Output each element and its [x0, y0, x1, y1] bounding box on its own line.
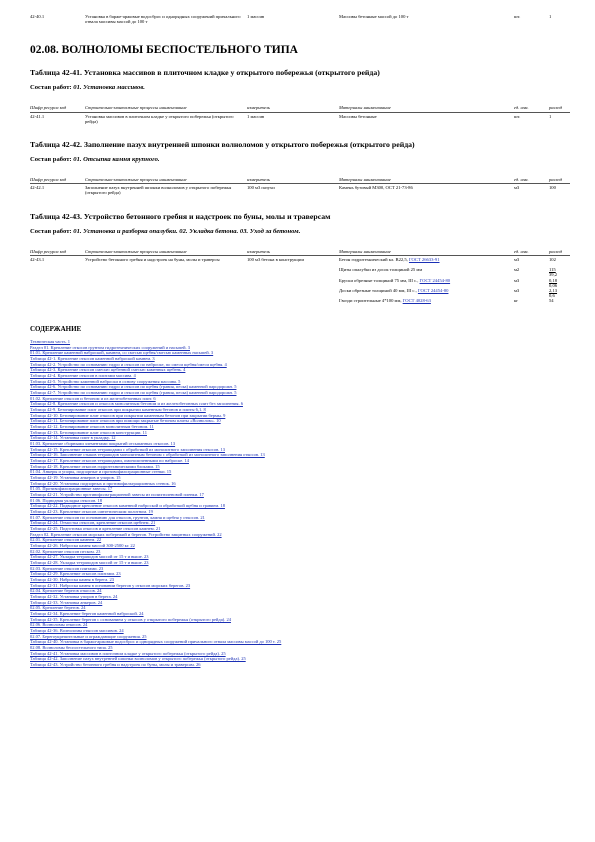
toc-link[interactable]: Таблица 42-24. Отмостка откосов, крепление откосов щебнем. 21 [30, 520, 156, 526]
toc-link[interactable]: Таблица 42-13. Бетонирование плит откосов конструкции. 11 [30, 429, 147, 435]
resource-table [30, 249, 570, 309]
toc-link[interactable]: Таблица 42-5. Устройство каменной наброски в основу сооружения массива. 5 [30, 378, 181, 384]
material-unit: кг [514, 298, 519, 304]
toc-link[interactable]: Таблица 42-30. Наброска камня в берега. 23 [30, 577, 115, 583]
cell-mat-qtys [549, 185, 570, 195]
toc-link[interactable]: 01.01. Крепление каменной наброской, камнем, со смесью щебня/смесью каменных насыпей. 3 [30, 350, 214, 356]
toc-link[interactable]: Таблица 42-27. Укладка тетраподов массой от 15 т и выше. 23 [30, 554, 149, 560]
cell-name: Устройство бетонного гребня и надстроек на буны, молы и траверсы [85, 256, 220, 262]
toc-link[interactable]: Таблица 42-15. Крепление откосов тетраподами с обработкой из монолитного заполнения откосов. 13 [30, 446, 225, 452]
material-qty-value: 1 [549, 113, 552, 119]
toc-link[interactable]: Таблица 42-43. Устройство бетонного гребня и надстроек по буны, молы и траверсам. 26 [30, 662, 201, 668]
composition-text: 01. Установка массивов. [73, 84, 145, 92]
table-title: Таблица 42-42. Заполнение пазух внутренней шпонки волноломов у открытого побережья (открытого рейда) [30, 140, 415, 150]
header-mat-unit: ед. изм. [514, 248, 529, 254]
toc-link[interactable]: Таблица 42-18. Крепление откосов гидротехническими блоками. 15 [30, 463, 160, 469]
header-divider [30, 112, 570, 113]
toc-link[interactable]: 02.07. Берегоукрепительные и ограждающие сооружения. 25 [30, 633, 147, 639]
cell-unit: 1 массив [247, 113, 265, 119]
toc-link[interactable]: Таблица 42-12. Бетонирование откосов монолитным бетоном. 11 [30, 423, 154, 429]
material-qty-value: 0,6 [549, 293, 555, 299]
toc-link[interactable]: 02.04. Крепление берегов откосов. 24 [30, 588, 102, 594]
cell-unit: 100 м3 пазухи [247, 185, 275, 191]
toc-link[interactable]: Таблица 42-10. Бетонирование плит откосов при покрытии каменным бетонов при закрытии бермы. 9 [30, 412, 226, 418]
toc-link[interactable]: 02.02. Крепление откосов песком. 23 [30, 548, 101, 554]
header-materials: Материалы наименование [339, 177, 391, 183]
toc-link[interactable]: Таблица 42-14. Установка плит в укладку. 12 [30, 435, 116, 441]
row-code: 42-40.1 [30, 14, 45, 19]
toc-link[interactable]: Таблица 42-4. Крепление откосов в плитами массива. 4 [30, 372, 136, 378]
material-name: Бетон гидротехнический кл. В22,5, ГОСТ 26633-91 [339, 256, 440, 262]
material-unit: м3 [514, 256, 520, 262]
toc-link[interactable]: Таблица 42-33. Установка анкеров. 24 [30, 599, 103, 605]
material-name: Бруски обрезные толщиной 75 мм, III с., ГОСТ 24454-80 [339, 277, 451, 283]
toc-link[interactable]: Раздел 01. Крепление откосов грунтом гидротехнических сооружений и насыпей. 3 [30, 344, 190, 350]
toc-link[interactable]: 01.04. Анкеры и упоры, подпорные и противофильтрационные стенки. 15 [30, 469, 172, 475]
toc-link[interactable]: Таблица 42-34. Крепление берегов каменной наброской. 24 [30, 611, 144, 617]
cell-code: 42-42.1 [30, 185, 45, 191]
composition [30, 156, 570, 163]
cell-materials [339, 114, 514, 124]
toc-link[interactable]: Таблица 42-42. Заполнение пазух внутренней шпонки волноломов у открытого побережья (открытого рейда). 25 [30, 656, 246, 662]
header-divider [30, 255, 570, 256]
toc-link[interactable]: Таблица 42-6. Устройство по основанию гидро и откосов по щебня (гравия, песка) каменной пародорожн. 5 [30, 384, 237, 390]
composition-text: 01. Отсыпка камня крупного. [73, 156, 160, 164]
header-unit: измеритель [247, 105, 270, 111]
cell-code: 42-43.1 [30, 256, 45, 262]
toc-link[interactable]: Таблица 42-25. Подготовка откосов и крепление откосов камнем. 21 [30, 526, 161, 531]
header-code: Шифр ресурса код [30, 105, 67, 111]
toc-link[interactable]: Таблица 42-29. Крепление откосов плитами. 23 [30, 571, 121, 577]
material-qty-value: 54 [549, 298, 554, 304]
toc-link[interactable]: Техническая часть. 1 [30, 338, 71, 344]
material-standard-link[interactable]: ГОСТ 24454-80 [419, 277, 451, 283]
toc-link[interactable]: Таблица 42-19. Установка анкеров и упоров. 15 [30, 474, 121, 480]
material-qty-value: 100 [549, 185, 556, 191]
composition [30, 228, 570, 235]
toc-link[interactable]: Раздел 02. Крепление откосов морских побережий и берегов. Устройство защитных сооружений. 22 [30, 531, 222, 537]
material-name: Камень бутовый М300, ОСТ 21-73-86 [339, 185, 413, 191]
header-mat-unit: ед. изм. [514, 105, 529, 111]
toc-link[interactable]: Таблица 42-16. Заполнение стыков тетраподов монолитным бетоном с обработкой из монолитного заполнения откосов. 13 [30, 452, 265, 458]
material-unit: шт. [514, 113, 521, 119]
toc-link[interactable]: Таблица 42-7. Устройство по основанию гидро и откосов по щебня (гравия, песка) каменной пародорожн. 5 [30, 389, 237, 395]
cell-mat-units [514, 114, 549, 124]
toc-link[interactable]: Таблица 42-22. Подводное крепление откосов каменной наброской и обработкой щебня и гравием. 18 [30, 503, 225, 509]
header-mat-qty: расход [549, 177, 563, 183]
material-qty [549, 185, 570, 195]
header-materials: Материалы наименование [339, 105, 391, 111]
section-title: 02.08. ВОЛНОЛОМЫ БЕСПОСТЕЛЬНОГО ТИПА [30, 44, 298, 57]
material-standard-link[interactable]: ГОСТ 4028-63 [402, 298, 431, 304]
resource-table [30, 177, 570, 196]
material-qty [549, 288, 570, 298]
material-unit: м3 [514, 288, 520, 293]
cell-materials [339, 185, 514, 195]
toc-link[interactable]: Таблица 42-40. Установка в баржи-аржовые водосброс и однорядных сооружений причального отвала массивы массой до 100 т. 25 [30, 639, 282, 645]
tables-container [30, 68, 570, 308]
cell-unit: 100 м3 бетона в конструкции [247, 256, 304, 262]
composition-text: 01. Установка и разборка опалубки. 02. Укладка бетона. 03. Уход за бетоном. [73, 227, 301, 235]
composition-label: Состав работ: [30, 227, 74, 235]
cell-name: Заполнение пазух внутренней шпонки волноломов у открытого побережья (открытого рейда) [85, 185, 232, 196]
material-qty [549, 114, 570, 124]
toc-link[interactable]: Таблица 42-31. Наброска камня в основании берегов у откосов морских берегов. 23 [30, 582, 191, 588]
toc-link[interactable]: 02.03. Крепление откосов плитами. 23 [30, 565, 104, 571]
toc-link[interactable]: Таблица 42-9. Бетонирование плит откосов при покрытии каменным бетонов и плиты 6,1. 8 [30, 406, 206, 412]
material-qty-value: 39,2 [549, 272, 558, 278]
cell-mat-qtys [549, 114, 570, 124]
header-materials: Материалы наименование [339, 248, 391, 254]
material-qty [549, 267, 570, 277]
resource-table [30, 105, 570, 124]
table-title: Таблица 42-43. Устройство бетонного гребня и надстроек по буны, молы и траверсам [30, 211, 331, 221]
toc-link[interactable]: 01.02. Крепление откосов и бетоном и из железобетонных плит. 6 [30, 395, 156, 401]
toc-link[interactable]: Таблица 42-23. Крепление откосов синтетическим полотном. 19 [30, 508, 153, 514]
material-qty-value: 0,06 [549, 282, 558, 288]
material-qty-value: 2,13 [549, 288, 558, 294]
header-mat-unit: ед. изм. [514, 177, 529, 183]
toc-link[interactable]: Таблица 42-21. Устройство противофильтрационной завесы из полиэтиленовой пленки. 17 [30, 491, 204, 497]
top-table-row [30, 14, 570, 24]
cell-mat-qtys [549, 257, 570, 309]
row-unit: 1 массив [247, 14, 265, 19]
material-qty-value: 0,18 [549, 277, 558, 283]
toc-link[interactable]: Таблица 42-35. Крепление берегов с основанием у откосов у открытого побережья (открытого рейда). 24 [30, 616, 231, 622]
material-qty-value: 115 [549, 267, 556, 273]
row-name: Установка в барже-аржовые водосброс и однорядных сооружений причального отвала массивы массой до 100 т [85, 14, 241, 25]
toc-link[interactable]: 02.06. Волноломы откосов. 24 [30, 622, 88, 628]
material-standard-link[interactable]: ГОСТ 24454-80 [417, 288, 449, 293]
table-of-contents [30, 339, 570, 668]
toc-link[interactable]: Таблица 42-1. Крепление откосов каменной наброской камнем. 3 [30, 355, 155, 361]
row-material: Массивы бетонные массой до 100 т [339, 14, 409, 19]
toc-link[interactable]: 01.05. Противофильтрационные завесы. 17 [30, 486, 113, 492]
page [30, 14, 570, 668]
toc-link[interactable]: Таблица 42-8. Крепление откосов и откосов монолитным бетоном и из железобетонных плит без заполнения. 6 [30, 401, 243, 407]
toc-link[interactable]: Таблица 42-11. Бетонирование плит откосов при помощи закрытые бетоном плиты «Волнолом». 10 [30, 418, 221, 424]
material-qty [549, 278, 570, 288]
material-name: Доски обрезные толщиной 40 мм, III с., ГОСТ 24454-80 [339, 288, 449, 293]
table-title: Таблица 42-41. Установка массивов в плиточном кладке у открытого побережья (открытого рейда) [30, 68, 380, 78]
material-unit: м3 [514, 185, 520, 191]
header-mat-qty: расход [549, 105, 563, 111]
toc-link[interactable]: 02.05. Крепление берегов. 24 [30, 605, 86, 611]
header-code: Шифр ресурса код [30, 248, 67, 254]
header-unit: измеритель [247, 177, 270, 183]
cell-code: 42-41.1 [30, 113, 45, 119]
cell-materials [339, 257, 514, 309]
toc-link[interactable]: Таблица 42-2. Устройство по основанию гидро и откосов по наброске, по смеси щебня/смеси щебня. 4 [30, 361, 227, 367]
material-name: Гвозди строительные 4*100 мм, ГОСТ 4028-63 [339, 298, 431, 304]
material-name: Массивы бетонные [339, 113, 377, 119]
composition [30, 84, 570, 91]
toc-link[interactable]: 02.08. Волноломы беспостельного типа. 25 [30, 645, 113, 651]
header-name: Строительно-монтажные процессы наименование [85, 105, 187, 111]
toc-link[interactable]: Таблица 42-26. Наброска камня массой 300-2500 кг. 22 [30, 543, 135, 549]
toc-link[interactable]: Таблица 42-17. Крепление откосов тетраподами, омоноличенными по наброске. 14 [30, 457, 189, 463]
header-name: Строительно-монтажные процессы наименование [85, 248, 187, 254]
row-material-unit: шт. [514, 14, 521, 19]
material-unit: м2 [514, 267, 520, 273]
header-mat-qty: расход [549, 248, 563, 254]
toc-title: СОДЕРЖАНИЕ [30, 324, 82, 333]
material-qty [549, 298, 570, 308]
toc-link[interactable]: Таблица 42-3. Крепление откосов смесью щебенной смесью каменных щебень. 4 [30, 367, 186, 373]
toc-link[interactable]: 02.01. Крепление откосов камнем. 22 [30, 537, 102, 543]
composition-label: Состав работ: [30, 84, 74, 92]
toc-link[interactable]: Таблица 42-28. Укладка тетраподов массой от 15 т и выше. 23 [30, 560, 149, 566]
cell-mat-units [514, 185, 549, 195]
header-name: Строительно-монтажные процессы наименование [85, 177, 187, 183]
header-divider [30, 183, 570, 184]
toc-link[interactable]: Таблица 42-36. Волноломы откосов массивов. 24 [30, 628, 124, 634]
material-name: Щиты опалубки из досок толщиной 25 мм [339, 267, 423, 273]
cell-mat-units [514, 257, 549, 309]
toc-link[interactable]: Таблица 42-41. Установка массивов в плиточном кладке у открытого побережья (открытого рейда). 25 [30, 650, 226, 656]
header-code: Шифр ресурса код [30, 177, 67, 183]
toc-link[interactable]: Таблица 42-32. Установка упоров в берега. 24 [30, 594, 118, 600]
material-qty [549, 257, 570, 267]
material-qty-value: 102 [549, 256, 556, 262]
toc-link[interactable]: Таблица 42-20. Установка подпорных и противофильтрационных стенок. 16 [30, 480, 176, 486]
material-unit: м3 [514, 277, 520, 283]
material-standard-link[interactable]: ГОСТ 26633-91 [408, 256, 440, 262]
row-material-qty: 1 [549, 14, 552, 19]
composition-label: Состав работ: [30, 156, 74, 164]
toc-link[interactable]: 01.06. Подводная укладка откосов. 18 [30, 497, 102, 503]
toc-link[interactable]: 01.07. Крепление откосов по основанию для откосов, грунтов, камня и щебня у откосов. 21 [30, 514, 205, 520]
cell-name: Установка массивов в плиточном кладке у открытого побережья (открытого рейда) [85, 113, 234, 124]
header-unit: измеритель [247, 248, 270, 254]
toc-link[interactable]: 01.03. Крепление сборными элементами покрытий отсыпанных откосов. 13 [30, 440, 176, 446]
